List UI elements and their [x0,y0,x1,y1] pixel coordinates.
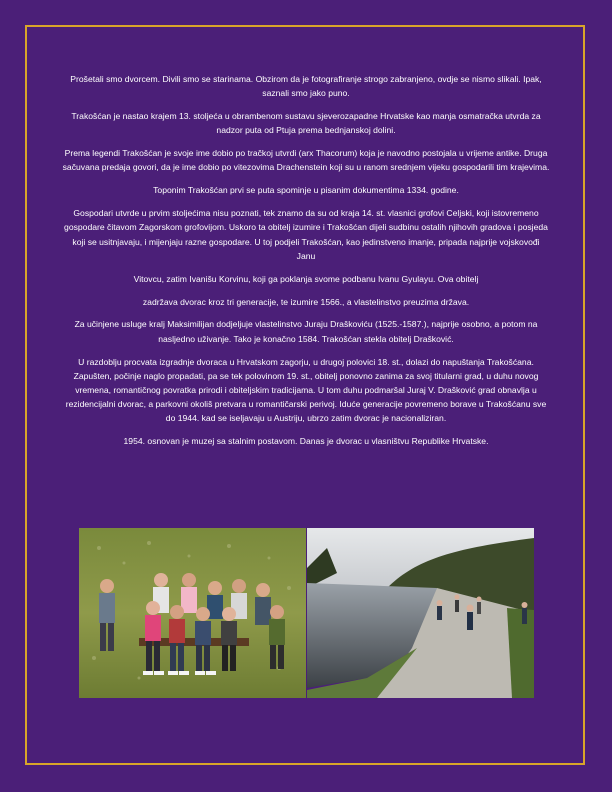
paragraph-legend: Prema legendi Trakošćan je svoje ime dobio po tračkoj utvrdi (arx Thacorum) koja je navodno postojala u vrijeme antike. Druga sačuvana predaja govori, da je ime dobio po vitezovima Drachenstein koji su u ranom srednjem vijeku gospodarili tim krajevima. [62,148,550,173]
article-body [62,72,550,457]
group-photo [79,528,306,698]
lake-path-image [307,528,534,698]
paragraph-draskovic: Za učinjene usluge kralj Maksimilijan dodjeljuje vlastelinstvo Juraju Draškoviću (1525.-1587.), najprije osobno, a potom na nasljedno uživanje. Tako je konačno 1584. Trakošćan stekla obitelj Drašković. [74,319,538,344]
photo-row [79,528,534,698]
paragraph-gyulay: zadržava dvorac kroz tri generacije, te izumire 1566., a vlastelinstvo preuzima država. [142,296,470,307]
paragraph-decline-restoration: U razdoblju procvata izgradnje dvoraca u Hrvatskom zagorju, u drugoj polovici 18. st., dolazi do napuštanja Trakošćana. Zapušten, počinje naglo propadati, pa se tek polovinom 19. st., obitelj ponovno zanima za svoj titularni grad, u duhu novog vremena, romantičnog povratka prirodi i obiteljskim tradicijama. U tom duhu podmaršal Juraj V. Drašković grad obnavlja u rezidencijalni dvorac, a parkovni okoliš pretvara u romantičarski perivoj. Iduće generacije povremeno borave u Trakošćanu sve do 1944. kad se iseljavaju u Austriju, ubrzo zatim dvorac je nacionaliziran. [65,356,547,424]
paragraph-museum: 1954. osnovan je muzej sa stalnim postavom. Danas je dvorac u vlasništvu Republike Hrvatske. [123,436,489,447]
paragraph-origin: Trakošćan je nastao krajem 13. stoljeća u obrambenom sustavu sjeverozapadne Hrvatske kao manja osmatračka utvrda za nadzor puta od Ptuja prema bednjanskoj dolini. [71,111,541,136]
group-photo-image [79,528,306,698]
lake-path-photo [307,528,534,698]
paragraph-vitovec: Vitovcu, zatim Ivanišu Korvinu, koji ga poklanja svome podbanu Ivanu Gyulayu. Ova obitelj [133,273,479,284]
paragraph-owners: Gospodari utvrde u prvim stoljećima nisu poznati, tek znamo da su od kraja 14. st. vlasnici grofovi Celjski, koji istovremeno gospodare čitavom Zagorskom grofovijom. Uskoro ta obitelj izumire i Trakošćan dijeli sudbinu ostalih njihovih gradova i posjeda koji se usitnjavaju, i mijenjaju razne gospodare. U toj podjeli Trakošćan, kao jedinstveno imanje, pripada najprije vojskovođi Janu [64,208,548,261]
paragraph-visit: Prošetali smo dvorcem. Divili smo se starinama. Obzirom da je fotografiranje strogo zabranjeno, ovdje se nismo slikali. Ipak, saznali smo jako puno. [70,74,542,99]
paragraph-toponym: Toponim Trakošćan prvi se puta spominje u pisanim dokumentima 1334. godine. [153,185,459,196]
